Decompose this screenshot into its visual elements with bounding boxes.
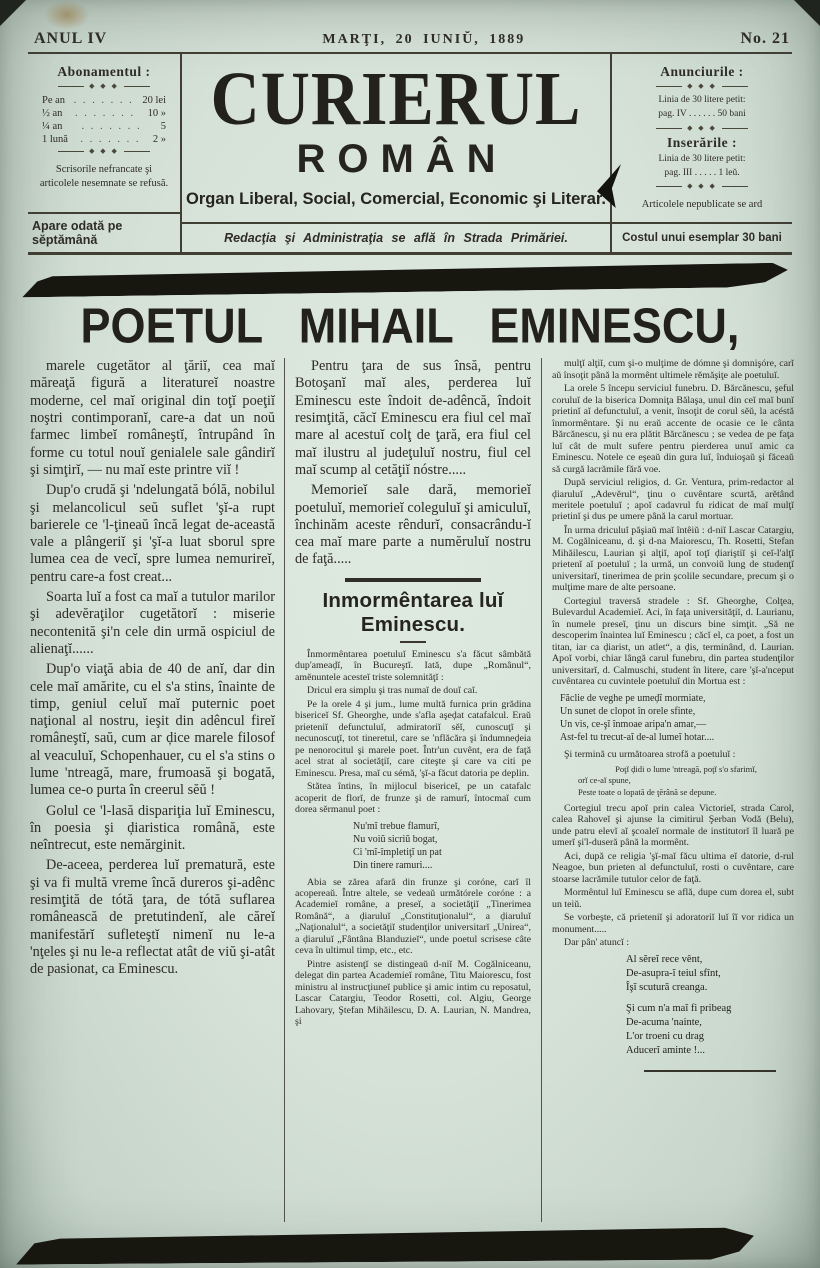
ornament-divider <box>620 125 784 132</box>
ornament-divider <box>36 83 172 90</box>
poem-quote <box>353 820 531 872</box>
paragraph: Pe la orele 4 şi jum., lume multă furnica prin grădina bisericeĭ Sf. Gheorghe, unde s'afla aşeḑat catafalcul. Eraŭ prieteniĭ defunctuluĭ, admiratoriĭ sĕĭ, cunoscuţĭ şi necunoscuţĭ, tot tineretul, care se 'nflăcăra şi îndumneḑeia pe nenorocitul şi marele poet. Într'un cuvênt, era de faţă acel strat al societăţiĭ, care citeşte şi care va citi pe Eminescu. Presa, maĭ cu sémă, 'şĭ-a făcut datoria pe deplin. <box>295 698 531 779</box>
ad-rate-line: pag. IV . . . . . . 50 bani <box>658 109 746 120</box>
poem-line: Nu'mĭ trebue flamurĭ, <box>353 820 440 832</box>
rate-label: Pe an <box>42 95 66 106</box>
copy-price-row <box>612 222 792 252</box>
issue-date: MARŢI, 20 IUNIŬ, 1889 <box>322 32 526 47</box>
rate-row <box>42 121 166 132</box>
rate-value: 10 » <box>147 108 166 119</box>
rate-value: 5 <box>160 121 166 132</box>
end-rule <box>644 1070 776 1072</box>
paragraph: Pintre asistenţĭ se distingeaŭ d-niĭ M. Cogălniceanu, delegat din partea Academieĭ române, Titu Maiorescu, fost ministru al instrucţiuneĭ publice şi amic intim cu reposatul, Lascar Catargiu, Teodor Rosetti, col. Algiu, George Lahovary, Ştefan Mihăilescu, D. A. Laurian, N. Mandrea, şi <box>295 958 531 1028</box>
subscription-box <box>28 54 180 252</box>
insertions-heading: Inserările : <box>666 134 738 150</box>
paragraph: Soarta luĭ a fost ca maĭ a tutulor marilor şi adevĕraţilor cugetătorĭ : miserie necontenită şi'n cele din urmă ospiciul de alienaţĭ...... <box>30 589 275 657</box>
paragraph: marele cugetător al ţăriĭ, cea maĭ măreaţă figură a literatureĭ noastre moderne, cel maĭ original din toţĭ poeţiĭ noştri contimporanĭ, care-a dat un noŭ farmec limbeĭ româneştĭ, întrupând în forme cu totul nouĭ genialele sale gândirĭ şi simţirĭ, — nu maĭ este printre viĭ ! <box>30 358 275 478</box>
poem-line: Peste toate o lopată de ţĕrână se depune. <box>578 786 717 797</box>
volume-label: ANUL IV <box>34 30 108 47</box>
rate-value: 20 lei <box>142 95 166 106</box>
rate-row <box>42 134 166 145</box>
ornament-divider <box>36 148 172 155</box>
rate-value: 2 » <box>152 134 166 145</box>
issue-number: No. 21 <box>740 30 790 47</box>
rate-row <box>42 95 166 106</box>
dot-leader: . . . . . . . <box>73 95 134 106</box>
ornament-divider <box>620 83 784 90</box>
copy-price-text: Costul unui esemplar 30 bani <box>622 232 782 245</box>
article-columns <box>30 358 794 1222</box>
until-then-paragraph: Dar pân' atuncĭ : <box>564 937 630 949</box>
paper-stain <box>44 0 90 30</box>
poem-line: Un vis, ce-şĭ înmoae aripa'n amar,— <box>560 718 707 730</box>
poem-line: Din tinere ramuri.... <box>353 859 433 871</box>
ornament-divider <box>620 183 784 190</box>
paragraph: Mormêntul luĭ Eminescu se află, dupe cum dorea el, subt un teiŭ. <box>552 887 794 910</box>
unsigned-articles-note: Scrisorile nefrancate şi articolele nesemnate se refusă. <box>39 164 169 190</box>
paragraph: Dup'o crudă şi 'ndelungată bólă, nobilul şi melancolicul seŭ suflet 'şĭ-a rupt barierele ce 'l-ţineaŭ încă legat de-această vale a plângeriĭ şi 'şĭ-a luat sborul spre lumea cea de vecĭ, spre lumea nemurireĭ, pentru care-a fost creat... <box>30 482 275 585</box>
paragraph: Cortegiul trecu apoĭ prin calea Victorieĭ, strada Carol, calea Rahoveĭ şi ajunse la cimitirul Şerban Vodă (Belu), unde patru elevĭ aĭ şcoaleĭ normale de institutorĭ îl luară pe umerĭ şi'l-duseră până la mormênt. <box>552 802 794 849</box>
poem-line: Îşĭ scutură creanga. <box>626 981 708 993</box>
newspaper-subtitle: ROMÂN <box>296 137 508 181</box>
closing-poem-2 <box>626 1002 794 1058</box>
column-2 <box>284 358 542 1222</box>
transition-paragraph: Şi termină cu următoarea strofă a poetuluĭ : <box>564 748 736 760</box>
poem-line: Făclie de veghe pe umeḑĭ mormiate, <box>560 692 706 704</box>
mortua-est-quote <box>560 692 794 744</box>
column-3 <box>542 358 794 1222</box>
paragraph: După serviciul religios, d. Gr. Ventura, prim-redactor al ḑiaruluĭ „Adevĕrul“, ţinu o cuvêntare scurtă, arĕtând meritele poetuluĭ ; apoĭ cadavrul fu ridicat de maĭ mulţĭ prietinĭ şi dus pe umere până la carul mortuar. <box>552 477 794 523</box>
ad-rate-line: Linia de 30 litere petit: <box>658 95 746 105</box>
ornament-icon: ◆ ◆ ◆ <box>89 147 119 155</box>
advertising-content <box>612 54 792 222</box>
poem-line: Nu voiŭ sicriŭ bogat, <box>353 833 438 845</box>
transition-wrap <box>552 749 794 760</box>
paragraph: Dricul era simplu şi tras numaĭ de douĭ caĭ. <box>307 685 478 697</box>
until-then-wrap <box>552 937 794 948</box>
ornament-icon: ◆ ◆ ◆ <box>687 182 717 190</box>
subscription-heading: Abonamentul : <box>57 64 151 79</box>
poem-line: De-acuma 'nainte, <box>626 1016 702 1028</box>
column-3-paragraphs <box>552 358 794 688</box>
decorative-ink-bar-top <box>22 263 788 298</box>
masthead-center <box>180 54 612 252</box>
ornament-icon: ◆ ◆ ◆ <box>687 82 717 90</box>
main-headline: POETUL MIHAIL EMINESCU, <box>80 297 740 354</box>
paragraph: De-aceea, perderea luĭ prematură, este şi va fi multă vreme încă dureros şi-adênc resimţită de tótă ţara, de tótă suflarea românească de pretutindenĭ, ale căreĭ manifestărĭ sufleteştĭ nimenĭ nu le-a 'nţeles şi nu le-a reflectat atât de viŭ şi-atât de pasionat, ca Eminescu. <box>30 857 275 978</box>
poem-line: Ci 'mĭ-împletiţĭ un pat <box>353 846 442 858</box>
rate-row <box>42 108 166 119</box>
paragraph: mulţĭ alţiĭ, cum şi-o mulţime de dómne şi domnişóre, carĭ aŭ însoţit până la mormênt ultimele rĕmăşiţe ale poetuluĭ. <box>552 358 794 381</box>
paragraph: Dup'o viaţă abia de 40 de anĭ, dar din cele maĭ amărite, cu el s'a stins, înainte de timp, geniul celuĭ maĭ puternic poet naţional al nostru, ieşit din adêncul fireĭ româneştĭ, saŭ, cum ar ḑice marele filosof al veaculuĭ, Schopenhauer, cu el s'a stins o lume 'ntreagă, mare, frumoasă şi bogată, lumea ce-o purta în creerul sĕŭ ! <box>30 661 275 799</box>
poem-line: Şi cum n'a maĭ fi pribeag <box>626 1002 732 1014</box>
column-1 <box>30 358 284 1222</box>
strofa-quote <box>578 764 794 798</box>
closing-poem-1 <box>626 953 794 995</box>
poem-line: Ast-fel tu trecut-aĭ de-al lumeĭ hotar.... <box>560 731 715 743</box>
rate-label: ¼ an <box>42 121 63 132</box>
paragraph: Cortegiul traversă stradele : Sf. Gheorghe, Colţea, Bulevardul Academieĭ. Aci, în faţa universităţiĭ, d. Laurianu, în numele preseĭ, ţinu un discurs bine simţit. „Să ne descoperim înaintea luĭ Eminescu ; căcĭ el, ca poet, a fost un titan, iar ca ḑiarist, un atlet“, a ḑis, terminând, d. Laurian. Apoĭ vorbi, chiar lângă carul funebru, din partea studenţilor universitarĭ, d. Calmuschi, student în litere, care 'şĭ-a'nceput cuvêntarea cu cuvintele poetuluĭ din Mortua est : <box>552 595 794 688</box>
newspaper-tagline: Organ Liberal, Social, Comercial, Economic şi Literar. <box>186 190 606 208</box>
section-divider <box>345 578 482 582</box>
funeral-report-continued <box>295 877 531 1028</box>
ornament-icon: ◆ ◆ ◆ <box>687 123 717 132</box>
dot-leader: . . . . . . . <box>81 121 142 132</box>
poem-line: L'or troeni cu drag <box>626 1030 704 1042</box>
paragraph: Se vorbeşte, că prieteniĭ şi adoratoriĭ luĭ îĭ vor ridica un monument..... <box>552 912 794 935</box>
paragraph: La orele 5 începu serviciul funebru. D. Bărcănescu, şeful coruluĭ de la biserica Domniţa Bălaşa, unul din ceĭ maĭ bunĭ prietinĭ aĭ defunctuluĭ, a venit, însoţit de corul sĕŭ, la acéstă înmormêntare. Şi nu eraŭ accente de ocasie ce le cânta Bărcănescu, şi nu era plătit Bărcănescu ; se vedea de pe faţa luĭ cât de mult sufere pentru pierderea unuĭ amic ca Eminescu. Notele ce eşeaŭ din gura luĭ, înduioşaŭ şi făceaŭ să curgă lacrămile fără voe. <box>552 383 794 475</box>
subscription-content <box>28 54 180 201</box>
poem-line: De-asupra-ĭ teiul sfînt, <box>626 967 721 979</box>
poem-line: Al sĕreĭ rece vênt, <box>626 953 703 965</box>
dot-leader: . . . . . . . <box>74 108 136 119</box>
paragraph: În urma driculuĭ păşiaŭ maĭ întêiŭ : d-niĭ Lascar Catargiu, M. Cogălniceanu, d. şi d-na Maiorescu, Th. Rosetti, Stefan Mihăilescu, Laurian şi alţiĭ, apoĭ toţĭ ḑiariştiĭ şi ceĭ-l'alţĭ prietenĭ aĭ poetuluĭ ; la urmă, un convoiŭ lung de studenţĭ universitarĭ, tinerimea de prin şcolile secundare, precum şi o mulţime mare de alte persoane. <box>552 524 794 594</box>
paragraph: Abia se zărea afară din frunze şi coróne, carĭ îl acopereaŭ. Între altele, se vedeaŭ următórele coróne : a Academieĭ române, a preseĭ, a societăţiĭ „Tinerimea Română“, a ḑiaruluĭ „Constituţionalul“, a ḑiaruluĭ „Naţionalul“, a societăţiĭ studenţilor universitarĭ „Unirea“, a ḑiaruluĭ „Fântâna Blanduzieĭ“, unde poetul scrisese câte ceva în ultimul timp, etc., etc. <box>295 876 531 957</box>
paragraph: Stătea întins, în mijlocul bisericeĭ, pe un catafalc acoperit de florĭ, de frunze şi de ramurĭ, întocmaĭ cum dorea sĕrmanul poet : <box>295 781 531 816</box>
announcements-heading: Anunciurile : <box>660 64 744 79</box>
masthead-bottom-rule <box>28 252 792 255</box>
newspaper-title: CURIERUL <box>210 55 582 141</box>
issue-header <box>0 0 820 52</box>
funeral-report <box>295 649 531 816</box>
poem-line: Un sunet de clopot în orele sfinte, <box>560 705 696 717</box>
paragraph: Înmormêntarea poetuluĭ Eminescu s'a făcut sâmbătă dup'ameaḑĭ, în Bucureştĭ. Iată, dupe „Românul“, amĕnuntele acesteĭ triste solemnităţĭ : <box>295 648 531 683</box>
rate-label: 1 lună <box>42 134 68 145</box>
paragraph: Pentru ţara de sus însă, pentru Botoşanĭ maĭ ales, perderea luĭ Eminescu este îndoit de-adêncă, îndoit resimţită, căcĭ Eminescu era fiul cel maĭ mare al acestuĭ colţ de ţară, era fiul cel maĭ ilustru al judeţuluĭ nostru, fiul cel maĭ scump al cetăţiĭ nóstre..... <box>295 358 531 478</box>
subscription-rates <box>42 95 166 145</box>
poem-line: Aducerĭ aminte !... <box>626 1044 706 1056</box>
section-title: Inmormêntarea luĭ Eminescu. <box>322 588 504 636</box>
poem-line: orĭ ce-aĭ spune, <box>578 775 631 786</box>
decorative-ink-bar-bottom <box>16 1227 754 1264</box>
advertising-box <box>612 54 792 252</box>
masthead <box>28 54 792 252</box>
column-2-intro <box>295 358 531 569</box>
column-3-paragraphs-2 <box>552 803 794 935</box>
insertion-rate-line: pag. III . . . . . 1 leŭ. <box>664 167 740 178</box>
frequency-text: Apare odată pe sĕptămână <box>32 219 123 248</box>
rate-label: ½ an <box>42 108 63 119</box>
dot-leader: . . . . . . . <box>80 134 141 145</box>
unpublished-articles-note: Articolele nepublicate se ard <box>641 199 763 210</box>
insertion-rate-line: Linia de 30 litere petit: <box>658 153 746 164</box>
address-text: Redacţia şi Administraţia se află în Strada Primăriei. <box>224 231 568 246</box>
frequency-note <box>28 212 180 252</box>
paragraph: Golul ce 'l-lasă dispariţia luĭ Eminescu, în poesia şi ḑiaristica română, este neîntrecut, este nemărginit. <box>30 802 275 854</box>
ornament-icon: ◆ ◆ ◆ <box>89 82 119 90</box>
small-divider <box>400 641 426 643</box>
paragraph: Aci, după ce religia 'şĭ-maĭ făcu ultima eĭ datorie, d-rul Neagoe, bun prieten al defunctuluĭ, rosti o cuvêntare, care stoarse lacrămile tutulor celor de faţă. <box>552 850 794 885</box>
paragraph: Memorieĭ sale dară, memorieĭ poetuluĭ, memorieĭ coleguluĭ şi amiculuĭ, închinăm aceste rêndurĭ, consacrându-ĭ cea maĭ mare parte a numĕruluĭ nostru de faţă..... <box>295 482 531 568</box>
address-row <box>182 222 610 252</box>
poem-line: Poţĭ ḑidi o lume 'ntreagă, poţĭ s'o sfarimĭ, <box>615 764 757 775</box>
